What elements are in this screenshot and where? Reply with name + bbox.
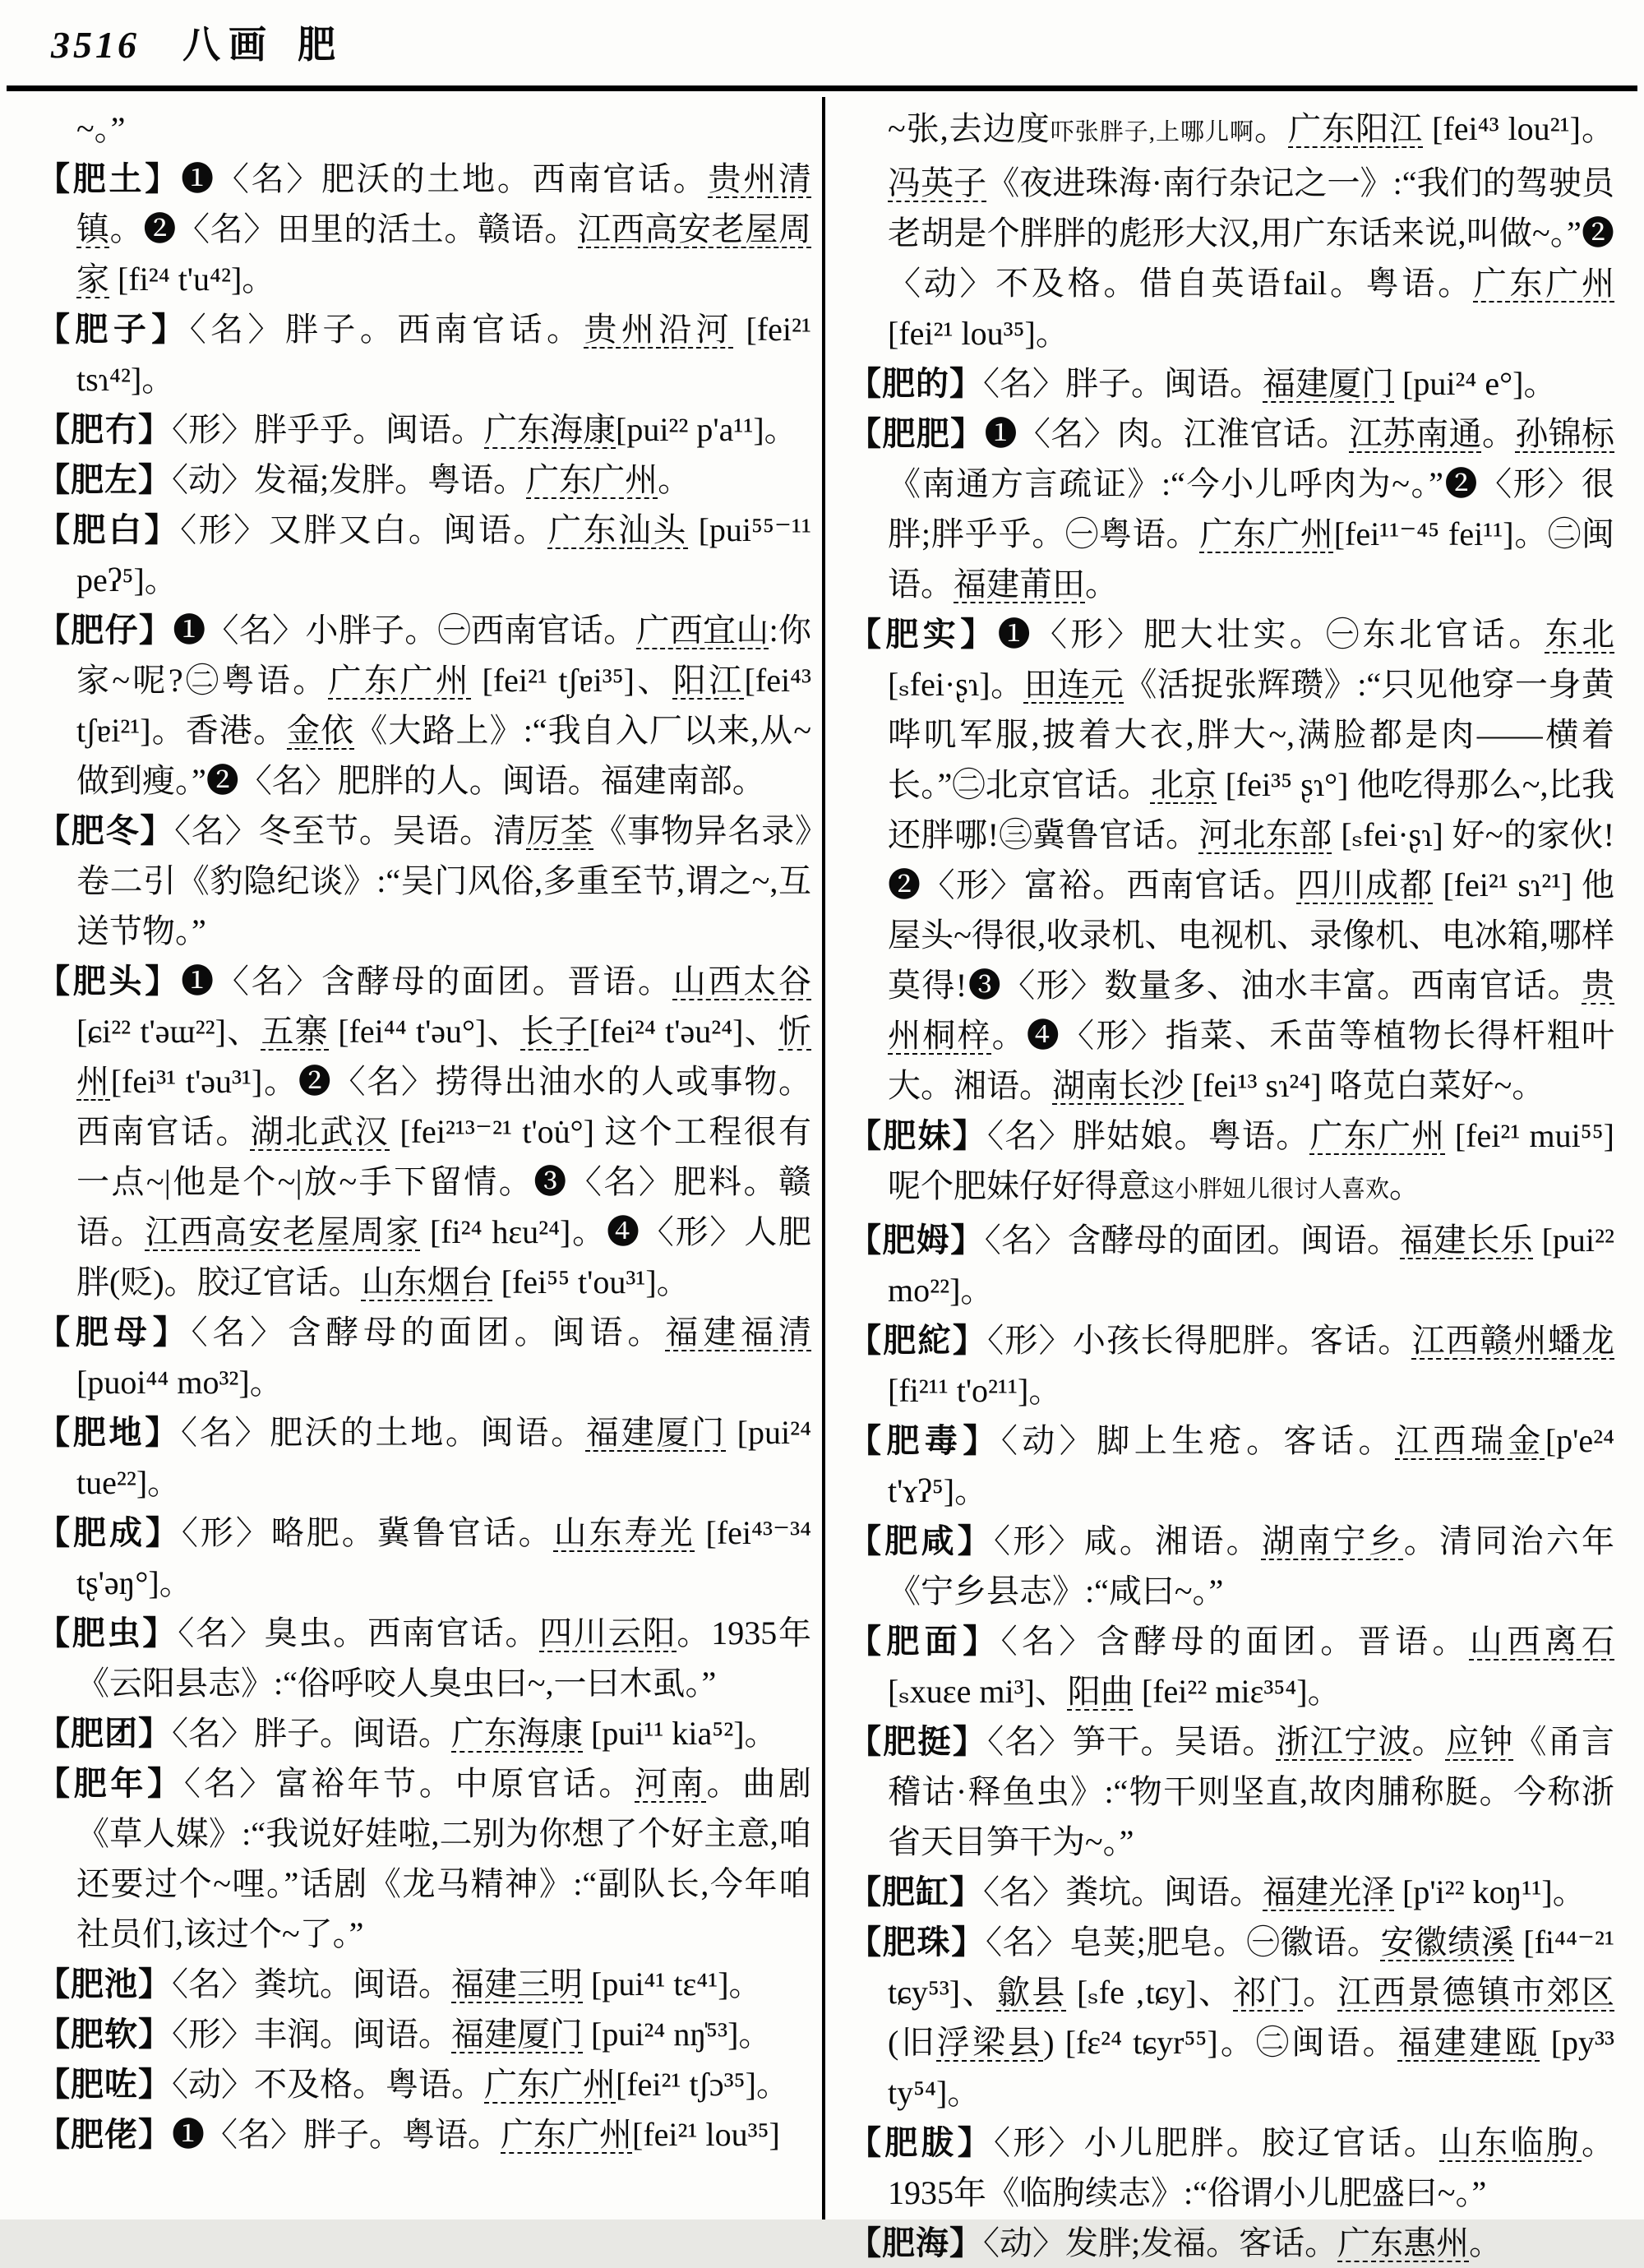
underlined-term: 广东阳江	[1288, 110, 1424, 147]
dict-entry: 【肥咸】〈形〉咸。湘语。湖南宁乡。清同治六年《宁乡县志》:“咸曰~。”	[848, 1522, 1615, 1610]
underlined-term: 福建厦门	[585, 1414, 727, 1451]
underlined-term: 福建光泽	[1263, 1873, 1394, 1910]
column-divider	[822, 97, 825, 2219]
entry-headword: 【肥肥】	[848, 415, 985, 452]
entry-headword: 【肥年】	[37, 1765, 184, 1802]
entry-headword: 【肥佬】	[37, 2116, 172, 2153]
dict-entry: 【肥冇】〈形〉胖乎乎。闽语。广东海康[pui²² p'a¹¹]。	[37, 411, 797, 448]
column-right	[848, 104, 1615, 2261]
entry-headword: 【肥姆】	[848, 1222, 985, 1259]
dict-entry: 【肥紽】〈形〉小孩长得肥胖。客话。江西赣州蟠龙 [fi²¹¹ t'o²¹¹]。	[848, 1322, 1615, 1409]
entry-headword: 【肥海】	[848, 2224, 983, 2261]
dict-entry: 【肥妹】〈名〉胖姑娘。粤语。广东广州 [fei²¹ mui⁵⁵] 呢个肥妹仔好得意这小胖妞儿很讨人喜欢。	[848, 1117, 1614, 1204]
underlined-term: 广东广州	[1473, 265, 1614, 302]
entry-headword: 【肥软】	[37, 2016, 172, 2053]
underlined-term: 冯英子	[888, 164, 987, 201]
column-left	[37, 104, 811, 2216]
underlined-term: 河北东部	[1198, 816, 1332, 853]
underlined-term: 广东广州	[328, 662, 472, 699]
underlined-term: 山西太谷	[672, 963, 812, 1000]
underlined-term: 五寨	[261, 1013, 330, 1050]
underlined-term: 江西景德镇市郊区	[1337, 1974, 1615, 2011]
underlined-term: 福建长乐	[1400, 1222, 1534, 1259]
entry-continuation: ~张,去边度吓张胖子,上哪儿啊。广东阳江 [fei⁴³ lou²¹]。冯英子《夜进珠海·南行杂记之一》:“我们的驾驶员老胡是个胖胖的彪形大汉,用广东话来说,叫做~。”❷〈动〉不及格。借自英语fail。粤语。广东广州 [fei²¹ lou³⁵]。	[888, 110, 1615, 352]
headword-char: 肥	[298, 24, 335, 66]
underlined-term: 祁门	[1233, 1974, 1304, 2011]
underlined-term: 忻州	[76, 1013, 812, 1100]
entry-headword: 【肥白】	[37, 511, 181, 548]
underlined-term: 江西瑞金	[1395, 1422, 1545, 1459]
underlined-term: 广东广州	[484, 2066, 616, 2103]
underlined-term: 广东广州	[1199, 515, 1334, 552]
dict-entry: 【肥姆】〈名〉含酵母的面团。闽语。福建长乐 [pui²² mo²²]。	[848, 1222, 1615, 1309]
entry-headword: 【肥团】	[37, 1715, 172, 1752]
entry-headword: 【肥面】	[848, 1623, 1001, 1660]
dict-entry: 【肥左】〈动〉发福;发胖。粤语。广东广州。	[37, 461, 691, 498]
entry-headword: 【肥胈】	[848, 2124, 994, 2161]
underlined-term: 北京	[1150, 766, 1217, 803]
dict-entry: 【肥地】〈名〉肥沃的土地。闽语。福建厦门 [pui²⁴ tue²²]。	[37, 1414, 812, 1501]
entry-headword: 【肥虫】	[37, 1614, 178, 1651]
underlined-term: 江苏南通	[1349, 415, 1482, 452]
underlined-term: 东北	[1545, 616, 1615, 653]
page-number: 3516	[51, 24, 140, 66]
header-rule	[7, 85, 1637, 91]
dict-entry: 【肥毒】〈动〉脚上生疮。客话。江西瑞金[p'e²⁴ t'ɤʔ⁵]。	[848, 1422, 1615, 1509]
underlined-term: 山东烟台	[361, 1263, 493, 1300]
underlined-term: 湖北武汉	[250, 1113, 390, 1150]
entry-headword: 【肥咗】	[37, 2066, 172, 2103]
underlined-term: 广东汕头	[547, 511, 689, 548]
dict-entry: 【肥的】〈名〉胖子。闽语。福建厦门 [pui²⁴ e°]。	[848, 365, 1557, 402]
page-header	[51, 15, 335, 69]
entry-headword: 【肥地】	[37, 1414, 181, 1451]
underlined-term: 山东临朐	[1439, 2124, 1582, 2161]
dict-entry: 【肥成】〈形〉略肥。冀鲁官话。山东寿光 [fei⁴³⁻³⁴ tʂ'əŋ°]。	[37, 1514, 812, 1601]
entry-headword: 【肥挺】	[848, 1723, 988, 1760]
entry-headword: 【肥土】	[37, 160, 182, 197]
underlined-term: 福建厦门	[451, 2016, 583, 2053]
entry-headword: 【肥成】	[37, 1514, 182, 1551]
dict-entry: 【肥肥】❶〈名〉肉。江淮官话。江苏南通。孙锦标《南通方言疏证》:“今小儿呼肉为~。”❷〈形〉很胖;胖乎乎。㊀粤语。广东广州[fei¹¹⁻⁴⁵ fei¹¹]。㊁闽语。福建莆田。	[848, 415, 1615, 603]
underlined-term: 广东广州	[526, 461, 658, 498]
underlined-term: 山东寿光	[553, 1514, 695, 1551]
dict-entry: 【肥咗】〈动〉不及格。粤语。广东广州[fei²¹ tʃɔ³⁵]。	[37, 2066, 789, 2103]
underlined-term: 江西高安老屋周家	[145, 1213, 421, 1250]
underlined-term: 田连元	[1023, 666, 1124, 703]
entry-headword: 【肥冇】	[37, 411, 172, 448]
underlined-term: 广西宜山	[636, 612, 769, 649]
underlined-term: 贵州清镇	[76, 160, 812, 247]
entry-headword: 【肥实】	[848, 616, 998, 653]
underlined-term: 福建福清	[665, 1314, 812, 1351]
dict-entry: 【肥实】❶〈形〉肥大壮实。㊀东北官话。东北 [ₛfei·ʂɿ]。田连元《活捉张辉瓒》:“只见他穿一身黄哔叽军服,披着大衣,胖大~,满脸都是肉——横着长。”㊁北京官话。北京 [fei³⁵ ʂɿ°] 他吃得那么~,比我还胖哪!㊂冀鲁官话。河北东部 [ₛfei·ʂɿ] 好~的家伙!❷〈形〉富裕。西南官话。四川成都 [fei²¹ sɿ²¹] 他屋头~得很,收录机、电视机、录像机、电冰箱,哪样莫得!❸〈形〉数量多、油水丰富。西南官话。贵州桐梓。❹〈形〉指菜、禾苗等植物长得杆粗叶大。湘语。湖南长沙 [fei¹³ sɿ²⁴] 咯苋白菜好~。	[848, 616, 1615, 1104]
underlined-term: 河南	[635, 1765, 707, 1802]
dict-entry: 【肥池】〈名〉粪坑。闽语。福建三明 [pui⁴¹ tɛ⁴¹]。	[37, 1965, 762, 2002]
underlined-term: 金依	[287, 712, 355, 749]
underlined-term: 湖南宁乡	[1261, 1522, 1404, 1559]
underlined-term: 厉荃	[526, 812, 594, 849]
entry-headword: 【肥左】	[37, 461, 172, 498]
underlined-term: 广东惠州	[1337, 2224, 1470, 2261]
dict-entry: 【肥海】〈动〉发胖;发福。客话。广东惠州。	[848, 2224, 1503, 2261]
underlined-term: 江西赣州蟠龙	[1411, 1322, 1615, 1359]
dict-entry: 【肥土】❶〈名〉肥沃的土地。西南官话。贵州清镇。❷〈名〉田里的活土。赣语。江西高安老屋周家 [fi²⁴ t'u⁴²]。	[37, 160, 812, 298]
entry-headword: 【肥珠】	[848, 1924, 986, 1961]
underlined-term: 广东海康	[484, 411, 616, 448]
dict-entry: 【肥年】〈名〉富裕年节。中原官话。河南。曲剧《草人媒》:“我说好娃啦,二别为你想了个好主意,咱还要过个~哩。”话剧《龙马精神》:“副队长,今年咱社员们,该过个~了。”	[37, 1765, 812, 1952]
entry-headword: 【肥母】	[37, 1314, 192, 1351]
dict-entry: 【肥白】〈形〉又胖又白。闽语。广东汕头 [pui⁵⁵⁻¹¹ peʔ⁵]。	[37, 511, 812, 598]
underlined-term: 应钟	[1445, 1723, 1514, 1760]
dict-entry: 【肥珠】〈名〉皂荚;肥皂。㊀徽语。安徽绩溪 [fi⁴⁴⁻²¹ tɕy⁵³]、歙县 [ₛfe ‚tɕy]、祁门。江西景德镇市郊区(旧浮梁县) [fɛ²⁴ tɕyr⁵⁵]。㊁闽语。福建建瓯 [py³³ ty⁵⁴]。	[848, 1924, 1615, 2111]
underlined-term: 福建厦门	[1263, 365, 1394, 402]
underlined-term: 山西离石	[1469, 1623, 1615, 1660]
entry-continuation: ~。”	[76, 110, 126, 147]
dict-entry: 【肥母】〈名〉含酵母的面团。闽语。福建福清 [puoi⁴⁴ mo³²]。	[37, 1314, 812, 1401]
underlined-term: 长子	[520, 1013, 589, 1050]
dict-entry: 【肥子】〈名〉胖子。西南官话。贵州沿河 [fei²¹ tsɿ⁴²]。	[37, 311, 812, 398]
dict-entry: 【肥软】〈形〉丰润。闽语。福建厦门 [pui²⁴ nŋ̍⁵³]。	[37, 2016, 772, 2053]
underlined-term: 歙县	[996, 1974, 1067, 2011]
underlined-term: 福建建瓯	[1397, 2024, 1540, 2061]
entry-headword: 【肥池】	[37, 1965, 172, 2002]
underlined-term: 贵州沿河	[584, 311, 734, 348]
dict-entry: 【肥头】❶〈名〉含酵母的面团。晋语。山西太谷 [ɕi²² t'əɯ²²]、五寨 [fei⁴⁴ t'əu°]、长子[fei²⁴ t'əu²⁴]、忻州[fei³¹ t'əu³¹]。❷〈名〉捞得出油水的人或事物。西南官话。湖北武汉 [fei²¹³⁻²¹ t'ou̇°] 这个工程很有一点~|他是个~|放~手下留情。❸〈名〉肥料。赣语。江西高安老屋周家 [fi²⁴ hɛu²⁴]。❹〈形〉人肥胖(贬)。胶辽官话。山东烟台 [fei⁵⁵ t'ou³¹]。	[37, 963, 812, 1300]
entry-headword: 【肥毒】	[848, 1422, 1001, 1459]
entry-headword: 【肥头】	[37, 963, 182, 1000]
underlined-term: 四川成都	[1296, 866, 1434, 903]
entry-headword: 【肥子】	[37, 311, 190, 348]
entry-headword: 【肥仔】	[37, 612, 173, 649]
dict-entry: 【肥团】〈名〉胖子。闽语。广东海康 [pui¹¹ kia⁵²]。	[37, 1715, 778, 1752]
dict-entry: 【肥缸】〈名〉粪坑。闽语。福建光泽 [p'i²² koŋ¹¹]。	[848, 1873, 1586, 1910]
dict-entry: 【肥仔】❶〈名〉小胖子。㊀西南官话。广西宜山:你家~呢?㊁粤语。广东广州 [fei²¹ tʃɐi³⁵]、阳江[fei⁴³ tʃɐi²¹]。香港。金依《大路上》:“我自入厂以来,从~做到瘦。”❷〈名〉肥胖的人。闽语。福建南部。	[37, 612, 812, 799]
underlined-term: 福建莆田	[954, 566, 1085, 603]
dict-entry: 【肥虫】〈名〉臭虫。西南官话。四川云阳。1935年《云阳县志》:“俗呼咬人臭虫曰~,一曰木虱。”	[37, 1614, 812, 1702]
underlined-term: 贵州桐梓	[888, 967, 1614, 1054]
underlined-term: 浙江宁波	[1276, 1723, 1412, 1760]
dict-entry: 【肥佬】❶〈名〉胖子。粤语。广东广州[fei²¹ lou³⁵]	[37, 2116, 780, 2153]
gloss-text: 这小胖妞儿很讨人喜欢	[1151, 1176, 1390, 1203]
underlined-term: 广东广州	[1309, 1117, 1446, 1154]
underlined-term: 广东海康	[451, 1715, 583, 1752]
underlined-term: 浮梁县	[936, 2024, 1044, 2061]
underlined-term: 阳曲	[1067, 1673, 1134, 1710]
underlined-term: 阳江	[672, 662, 745, 699]
underlined-term: 广东广州	[501, 2116, 632, 2153]
underlined-term: 四川云阳	[539, 1614, 677, 1651]
section-title: 八画	[182, 24, 275, 66]
underlined-term: 江西高安老屋周家	[76, 210, 812, 298]
underlined-term: 福建三明	[451, 1965, 583, 2002]
entry-headword: 【肥咸】	[848, 1522, 994, 1559]
entry-headword: 【肥紽】	[848, 1322, 988, 1359]
dict-entry: 【肥面】〈名〉含酵母的面团。晋语。山西离石 [ₛxuɛe mi³]、阳曲 [fei²² miɛ³⁵⁴]。	[848, 1623, 1615, 1710]
underlined-term: 安徽绩溪	[1380, 1924, 1515, 1961]
underlined-term: 湖南长沙	[1052, 1067, 1184, 1104]
entry-headword: 【肥冬】	[37, 812, 175, 849]
dict-entry: 【肥胈】〈形〉小儿肥胖。胶辽官话。山东临朐。1935年《临朐续志》:“俗谓小儿肥盛曰~。”	[848, 2124, 1615, 2211]
underlined-term: 孙锦标	[1515, 415, 1615, 452]
dict-entry: 【肥冬】〈名〉冬至节。吴语。清厉荃《事物异名录》卷二引《豹隐纪谈》:“吴门风俗,多重至节,谓之~,互送节物。”	[37, 812, 812, 949]
dict-entry: 【肥挺】〈名〉笋干。吴语。浙江宁波。应钟《甬言稽诂·释鱼虫》:“物干则坚直,故肉脯称脡。今称浙省天目笋干为~。”	[848, 1723, 1615, 1860]
entry-headword: 【肥缸】	[848, 1873, 983, 1910]
gloss-text: 吓张胖子,上哪儿啊	[1050, 119, 1255, 146]
entry-headword: 【肥妹】	[848, 1117, 988, 1154]
entry-headword: 【肥的】	[848, 365, 983, 402]
